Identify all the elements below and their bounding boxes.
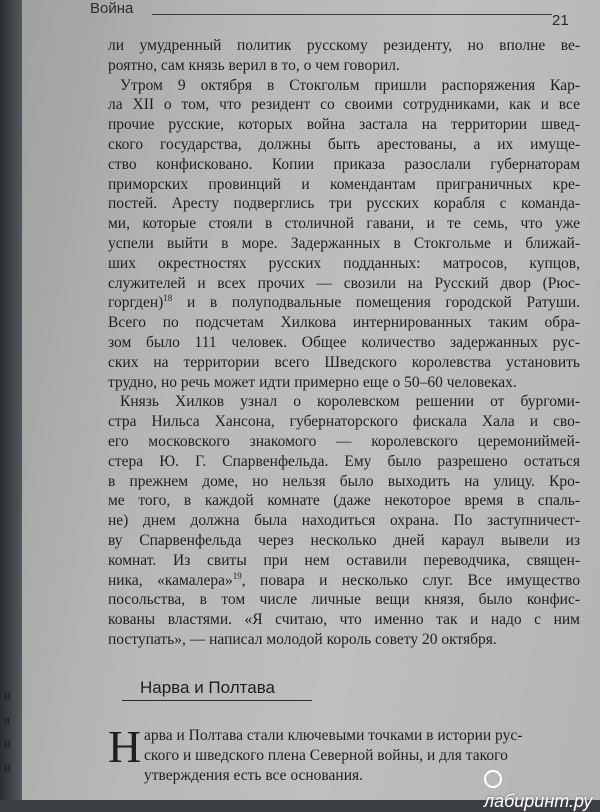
text-line — [108, 115, 580, 135]
watermark — [484, 770, 600, 812]
text-line — [108, 95, 580, 115]
line-text: поступать», — написал молодой король совету 20 октября. — [108, 630, 497, 648]
text-line — [108, 56, 580, 76]
text-line — [108, 491, 580, 511]
line-text: ме того, в каждой комнате (даже некоторое время в спаль- — [108, 492, 580, 510]
header-rule — [152, 14, 552, 15]
running-head: Война — [90, 0, 134, 17]
line-text: стра Нильса Хансона, губернаторского фискала Хала и сво- — [108, 413, 580, 431]
text-line — [108, 531, 580, 551]
text-line — [108, 76, 580, 96]
text-line — [108, 511, 580, 531]
text-line — [108, 274, 580, 294]
text-line — [108, 392, 580, 412]
adjacent-page-fragment: й — [4, 688, 11, 703]
line-text: горгден) — [108, 294, 164, 312]
drop-cap: Н — [108, 721, 142, 772]
line-text: ву Спарвенфельда через несколько дней караул вывели из — [108, 531, 580, 549]
footnote-ref: 19 — [232, 570, 242, 581]
line-text: ми, которые стояли в столичной гавани, и те семь, что уже — [108, 215, 580, 233]
text-line — [108, 590, 580, 610]
line-text: трудно, но речь может идти примерно еще о 50–60 человеках. — [108, 373, 517, 391]
line-text: не) днем должна была находиться охрана. По заступничест- — [108, 512, 580, 530]
text-line — [108, 551, 580, 571]
text-line — [108, 452, 580, 472]
text-line — [108, 155, 580, 175]
line-text: ника, «камалера» — [108, 571, 233, 589]
section-line: утверждения есть все основания. — [144, 766, 364, 784]
book-page — [22, 0, 600, 811]
section-line: ского и шведского плена Северной войны, и для такого — [144, 746, 508, 764]
line-text: Князь Хилков узнал о королевском решении от бургоми- — [120, 393, 580, 411]
page-number: 21 — [552, 12, 569, 29]
adjacent-page-edge — [0, 0, 22, 800]
text-line — [108, 313, 580, 333]
watermark-text: лабиринт.ру — [484, 791, 593, 811]
line-text: Всего по подсчетам Хилкова интернированных таким обра- — [108, 314, 580, 332]
line-text: ских на территории всего Шведского королевства установить — [108, 353, 580, 371]
line-text: постей. Аресту подверглись три русских корабля с команда- — [108, 195, 580, 213]
line-text: ского государства, должны быть арестованы, а их имуще- — [108, 135, 580, 153]
text-line — [108, 175, 580, 195]
footnote-ref: 18 — [163, 293, 173, 304]
adjacent-page-fragment: й — [4, 760, 11, 775]
text-line — [108, 234, 580, 254]
line-text: в прежнем доме, но нельзя было выходить на улицу. Кро- — [108, 472, 580, 490]
line-text: ла XII о том, что резидент со своими сотрудниками, как и все — [108, 96, 580, 114]
section-title: Нарва и Полтава — [140, 678, 275, 697]
line-text: комнат. Из свиты при нем оставили переводчика, священ- — [108, 551, 580, 569]
body-text — [108, 36, 580, 650]
line-text: его московского знакомого — королевского церемониймей- — [108, 432, 580, 450]
line-text: и в полуподвальные помещения городской Ратуши. — [172, 294, 580, 312]
text-line — [108, 630, 580, 650]
text-line — [108, 214, 580, 234]
line-text: , повара и несколько слуг. Все имущество — [241, 571, 581, 589]
text-line — [108, 293, 580, 313]
line-text: ли умудренный политик русскому резиденту, но вполне ве- — [108, 37, 580, 54]
text-line — [108, 254, 580, 274]
line-text: роятно, сам князь верил в то, о чем говорил. — [108, 56, 400, 74]
text-line — [108, 472, 580, 492]
line-text: ших окрестностях русских подданных: матросов, купцов, — [108, 254, 580, 272]
line-text: приморских провинций и комендантам приграничных кре- — [108, 175, 580, 193]
labyrinth-logo-icon — [484, 770, 502, 788]
line-text: кованы властями. «Я считаю, что именно так и надо с ним — [108, 611, 580, 629]
line-text: успели выйти в море. Задержанных в Стокгольме и ближай- — [108, 234, 580, 252]
line-text: прочие русские, которых война застала на территории швед- — [108, 116, 580, 134]
text-line — [108, 135, 580, 155]
text-line — [108, 353, 580, 373]
adjacent-page-fragment: й — [4, 736, 11, 751]
section-line: арва и Полтава стали ключевыми точками в истории рус- — [144, 727, 523, 744]
line-text: зом было 111 человек. Общее количество задержанных рус- — [108, 333, 580, 351]
text-line — [108, 412, 580, 432]
line-text: ство конфисковано. Копии приказа разослали губернаторам — [108, 155, 580, 173]
text-line — [108, 333, 580, 353]
text-line — [108, 610, 580, 630]
text-line — [108, 36, 580, 56]
line-text: стера Ю. Г. Спарвенфельда. Ему было разрешено остаться — [108, 452, 580, 470]
section-rule — [122, 700, 312, 701]
line-text: служителей и всех прочих — свозили на Русский двор (Рюс- — [108, 274, 580, 292]
text-line — [108, 432, 580, 452]
adjacent-page-fragment: я — [4, 712, 10, 727]
text-line — [108, 194, 580, 214]
text-line — [108, 373, 580, 393]
line-text: посольства, в том числе личные вещи князя, было конфис- — [108, 591, 580, 609]
text-line — [108, 571, 580, 591]
line-text: Утром 9 октября в Стокгольм пришли распоряжения Кар- — [120, 76, 580, 94]
